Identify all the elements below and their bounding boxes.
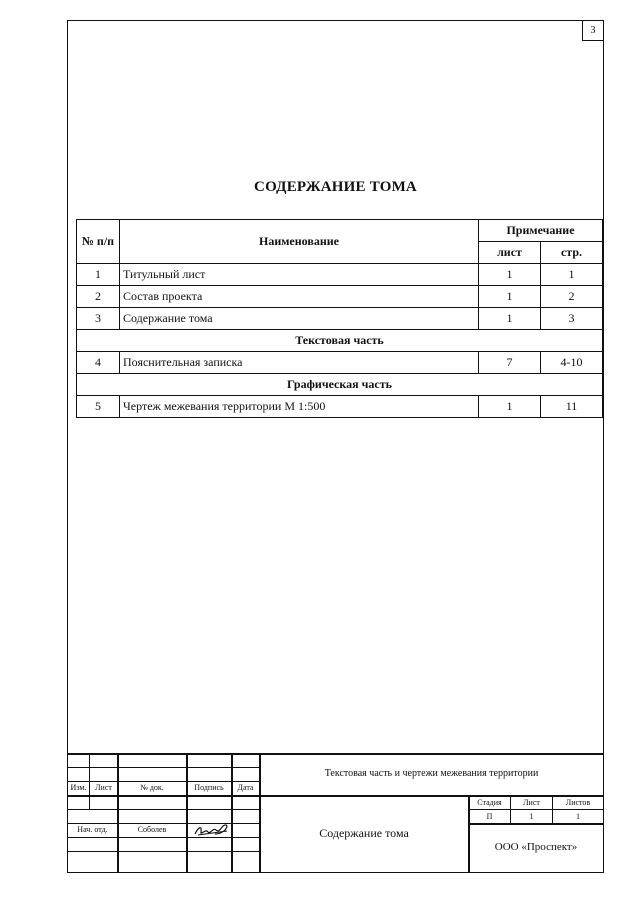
header-num: № п/п (77, 220, 120, 264)
signature-mark (193, 822, 233, 838)
label-list: Лист (95, 783, 112, 792)
table-row (77, 308, 603, 330)
row-sheet: 7 (479, 352, 541, 374)
row-num: 3 (77, 308, 120, 330)
table-row (77, 396, 603, 418)
row-name: Пояснительная записка (120, 352, 479, 374)
row-name: Титульный лист (120, 264, 479, 286)
sheets-value: 1 (576, 812, 580, 821)
table-row (77, 264, 603, 286)
header-sheet: лист (479, 242, 541, 264)
sheet-label: Лист (523, 798, 540, 807)
table-row (77, 286, 603, 308)
header-page: стр. (541, 242, 603, 264)
row-sheet: 1 (479, 264, 541, 286)
sheets-label: Листов (565, 798, 591, 807)
row-sheet: 1 (479, 286, 541, 308)
label-signature: Подпись (194, 783, 224, 792)
doc-title: Содержание тома (319, 826, 409, 840)
row-page: 2 (541, 286, 603, 308)
row-sheet: 1 (479, 396, 541, 418)
row-num: 4 (77, 352, 120, 374)
row-page: 3 (541, 308, 603, 330)
section-text-part: Текстовая часть (77, 330, 603, 352)
row-name: Состав проекта (120, 286, 479, 308)
row-page: 4-10 (541, 352, 603, 374)
project-title: Текстовая часть и чертежи межевания территории (324, 768, 539, 779)
organization-name: ООО «Проспект» (494, 841, 578, 853)
page-frame (67, 20, 604, 873)
page-title: СОДЕРЖАНИЕ ТОМА (254, 179, 417, 195)
row-num: 2 (77, 286, 120, 308)
row-page: 11 (541, 396, 603, 418)
header-name: Наименование (120, 220, 479, 264)
row-num: 1 (77, 264, 120, 286)
section-row (77, 330, 603, 352)
contents-table (76, 219, 603, 418)
page-number: 3 (582, 20, 604, 41)
sheet-value: 1 (529, 812, 534, 821)
row-sheet: 1 (479, 308, 541, 330)
header-note: Примечание (479, 220, 603, 242)
row-num: 5 (77, 396, 120, 418)
label-izm: Изм. (70, 783, 87, 792)
label-date: Дата (237, 783, 254, 792)
row-page: 1 (541, 264, 603, 286)
stage-label: Стадия (477, 798, 502, 807)
row-name: Чертеж межевания территории М 1:500 (120, 396, 479, 418)
person-name: Соболев (137, 825, 167, 834)
section-row (77, 374, 603, 396)
table-row (77, 352, 603, 374)
row-name: Содержание тома (120, 308, 479, 330)
title-block (68, 753, 603, 872)
role-label: Нач. отд. (77, 825, 108, 834)
table-header-row (77, 220, 603, 242)
stage-value: П (486, 812, 493, 821)
section-graphic-part: Графическая часть (77, 374, 603, 396)
label-doc-num: № док. (140, 783, 164, 792)
